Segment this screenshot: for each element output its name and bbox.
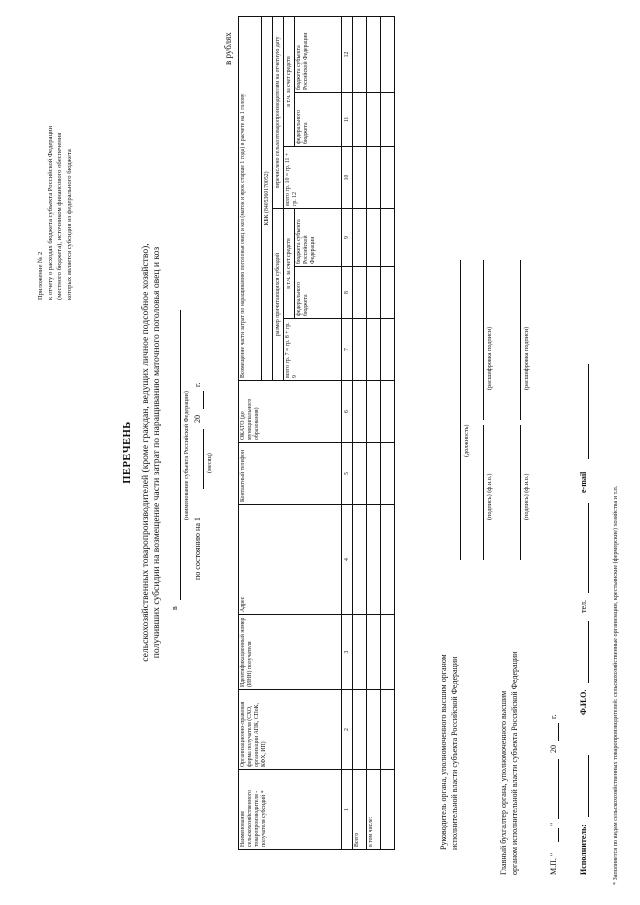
- head-sign-underline[interactable]: [483, 425, 484, 560]
- month-underline: [203, 429, 204, 489]
- year-prefix: 20: [193, 415, 202, 423]
- tel-label: тел.: [579, 599, 588, 613]
- col-header-fed-due: федерального бюджета: [295, 267, 342, 319]
- col-number: 11: [342, 93, 353, 147]
- table-cell[interactable]: [353, 615, 367, 690]
- table-cell[interactable]: [381, 93, 395, 147]
- year-underline: [203, 391, 204, 409]
- day-underline[interactable]: [558, 828, 559, 842]
- fio-label: Ф.И.О.: [579, 689, 588, 715]
- sign-year-underline[interactable]: [558, 723, 559, 741]
- head-title-line-2: исполнительной власти субъекта Российской Федерации: [450, 656, 459, 850]
- month-caption: (месяц): [206, 453, 213, 473]
- annex-line-1: Приложение № 2: [37, 251, 44, 300]
- footnote: * Заполняется по видам сельскохозяйственных товаропроизводителей: сельскохозяйственные организации, крестьянские (фермерские) хозяйства и т.п.: [612, 485, 619, 885]
- col-header-reg-due: бюджета субъекта Российской Федерации: [295, 209, 342, 267]
- table-cell[interactable]: [367, 93, 381, 147]
- col-header-kbk: КБК (8405360170052): [262, 16, 273, 380]
- head-decode-underline[interactable]: [483, 260, 484, 420]
- table-cell[interactable]: [353, 147, 367, 209]
- email-label: e-mail: [579, 471, 588, 493]
- col-number: 12: [342, 16, 353, 92]
- table-row-total: [353, 16, 367, 849]
- col-number: 8: [342, 267, 353, 319]
- table-cell[interactable]: [381, 770, 395, 850]
- acc-decode-caption: (расшифровка подписи): [523, 326, 530, 390]
- table-cell[interactable]: [367, 319, 381, 381]
- col-number: 4: [342, 505, 353, 615]
- row-label-including: в том числе:: [367, 770, 381, 850]
- col-header-due: размер причитающихся субсидий: [273, 209, 284, 381]
- recipients-table: [238, 16, 395, 850]
- email-underline[interactable]: [588, 364, 589, 459]
- col-number: 7: [342, 319, 353, 381]
- annex-line-3: (местного бюджета), источником финансового обеспечения: [56, 132, 64, 300]
- table-cell[interactable]: [353, 16, 367, 92]
- sign-year-suffix: г.: [549, 714, 558, 719]
- annex-line-2: к отчету о расходах бюджета субъекта Российской Федерации: [46, 125, 54, 300]
- region-prefix: в: [170, 606, 179, 610]
- col-header-okato: ОКАТО (до муниципального образования): [239, 381, 342, 443]
- col-number: 5: [342, 443, 353, 505]
- table-cell[interactable]: [353, 209, 367, 267]
- table-cell[interactable]: [381, 505, 395, 615]
- table-cell[interactable]: [353, 505, 367, 615]
- col-number: 6: [342, 381, 353, 443]
- seal-label: М.П. ": [549, 852, 558, 875]
- annex-line-4: которых является субсидия из федерального бюджета: [65, 149, 73, 300]
- position-caption: (должность): [463, 424, 470, 457]
- table-cell[interactable]: [353, 267, 367, 319]
- col-header-phone: Контактный телефон: [239, 443, 342, 505]
- annex-note: [36, 0, 74, 300]
- acc-sign-caption: (подпись) (ф.и.о.): [523, 473, 530, 520]
- col-number: 1: [342, 770, 353, 850]
- table-cell[interactable]: [367, 209, 381, 267]
- table-cell[interactable]: [367, 381, 381, 443]
- table-cell[interactable]: [353, 443, 367, 505]
- fio-underline[interactable]: [588, 621, 589, 683]
- table-row: [381, 16, 395, 849]
- table-cell[interactable]: [353, 93, 367, 147]
- table-cell[interactable]: [381, 267, 395, 319]
- col-header-reg-paid: бюджета субъекта Российской Федерации: [295, 16, 342, 92]
- row-label-total: Всего: [353, 770, 367, 850]
- acc-sign-underline[interactable]: [520, 425, 521, 560]
- table-cell[interactable]: [353, 381, 367, 443]
- head-title-line-1: Руководитель органа, уполномоченного высшим органом: [439, 654, 448, 850]
- document-heading: ПЕРЕЧЕНЬ: [122, 421, 133, 484]
- table-cell[interactable]: [367, 690, 381, 770]
- col-header-legal-form: Организационно-правовая форма получателя (СХО, организации АПК, СПоК, КФХ, ИП): [239, 690, 342, 770]
- col-header-name: Наименование сельскохозяйственного товаропроизводителя - получателя субсидий *: [239, 770, 342, 850]
- table-cell[interactable]: [367, 443, 381, 505]
- table-cell[interactable]: [381, 209, 395, 267]
- table-cell[interactable]: [367, 615, 381, 690]
- col-header-total-due: всего гр. 7 = гр. 8 + гр. 9: [284, 319, 342, 381]
- accountant-signature-title: [498, 652, 520, 875]
- executor-label: Исполнитель:: [579, 824, 588, 875]
- table-cell[interactable]: [367, 267, 381, 319]
- title-line-1: сельскохозяйственных товаропроизводителей (кроме граждан, ведущих личное подсобное хозяйство),: [140, 243, 151, 662]
- col-number: 2: [342, 690, 353, 770]
- region-underline: [180, 310, 181, 600]
- table-cell[interactable]: [381, 443, 395, 505]
- tel-underline[interactable]: [588, 503, 589, 593]
- table-cell[interactable]: [381, 690, 395, 770]
- col-header-fed-paid: федерального бюджета: [295, 93, 342, 147]
- col-header-group: Возмещение части затрат по наращиванию поголовья овец и коз (маток и ярок старше 1 года) в расчете на 1 голову: [239, 16, 262, 380]
- col-header-inn: Идентификационный номер (ИНН) получателя: [239, 615, 342, 690]
- sign-year-prefix: 20: [549, 745, 558, 753]
- col-header-paid: перечислено сельхозтоваропроизводителям на отчетную дату: [273, 16, 284, 208]
- table-cell[interactable]: [381, 615, 395, 690]
- executor-underline[interactable]: [588, 755, 589, 817]
- head-sign-caption: (подпись) (ф.и.о.): [486, 473, 493, 520]
- state-prefix: по состоянию на 1: [193, 517, 202, 580]
- table-cell[interactable]: [381, 319, 395, 381]
- document-title: [140, 0, 162, 905]
- head-signature-title: [438, 654, 460, 850]
- position-underline[interactable]: [460, 260, 461, 560]
- table-row-including: [367, 16, 381, 849]
- column-numbers-row: [342, 16, 353, 849]
- table-cell[interactable]: [381, 381, 395, 443]
- acc-title-line-1: Главный бухгалтер органа, уполномоченного высшим: [499, 690, 508, 875]
- acc-title-line-2: органом исполнительной власти субъекта Российской Федерации: [510, 651, 519, 875]
- col-number: 9: [342, 209, 353, 267]
- table-cell[interactable]: [367, 147, 381, 209]
- title-line-2: получивших субсидии на возмещение части затрат по наращиванию маточного поголовья овец и коз: [151, 246, 162, 659]
- table-cell[interactable]: [353, 319, 367, 381]
- table-cell[interactable]: [353, 690, 367, 770]
- table-cell[interactable]: [381, 16, 395, 92]
- col-number: 3: [342, 615, 353, 690]
- col-number: 10: [342, 147, 353, 209]
- col-header-address: Адрес: [239, 505, 342, 615]
- acc-decode-underline[interactable]: [520, 260, 521, 420]
- table-cell[interactable]: [367, 16, 381, 92]
- region-caption: (наименование субъекта Российской Федерации): [183, 391, 190, 520]
- table-cell[interactable]: [381, 147, 395, 209]
- year-suffix: г.: [193, 382, 202, 387]
- col-header-incl-due: в т.ч. за счет средств: [284, 209, 295, 319]
- col-header-incl-paid: в т.ч. за счет средств: [284, 16, 295, 146]
- sign-month-underline[interactable]: [558, 759, 559, 819]
- day-close-quote: ": [549, 822, 558, 826]
- units-label: в рублях: [223, 32, 233, 65]
- col-header-total-paid: всего гр. 10 = гр. 11 + гр. 12: [284, 147, 342, 209]
- head-decode-caption: (расшифровка подписи): [486, 326, 493, 390]
- table-cell[interactable]: [367, 505, 381, 615]
